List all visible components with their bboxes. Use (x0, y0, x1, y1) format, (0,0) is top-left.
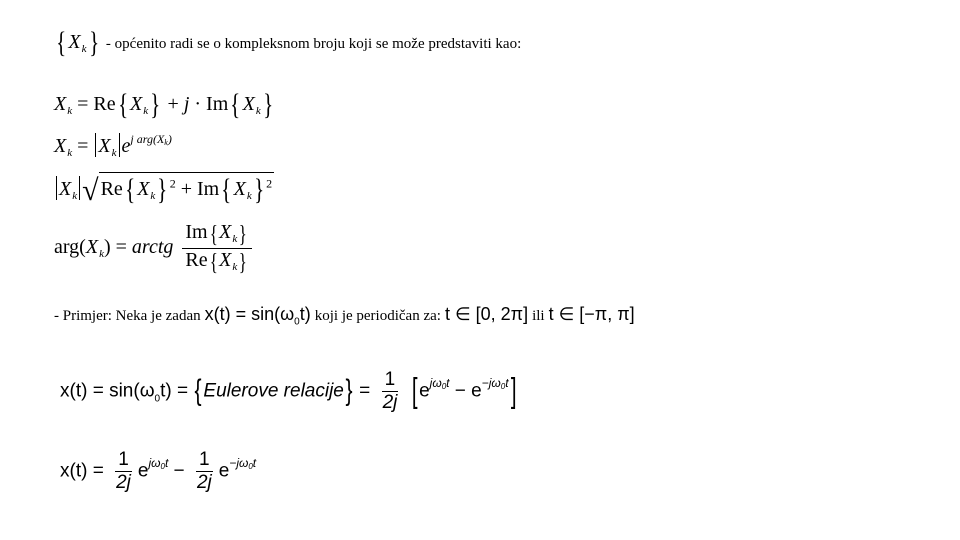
example-function: $x(t) = \sin(\omega_0t)$ (204, 304, 311, 328)
intro-line (54, 28, 521, 58)
example-interval-1: t ∈ [0, 2π] (444, 304, 529, 324)
example-mid: koji je periodičan za: (314, 308, 441, 324)
example-prefix: - Primjer: Neka je zadan (54, 308, 201, 324)
example-ili: ili (532, 308, 545, 324)
example-line (54, 304, 635, 328)
intro-symbol: { $X_k$} (56, 26, 99, 59)
equation-rectangular-form: $X_k = Re${ $X_k\} + j \cdot Im${ $X_k$} (54, 88, 274, 121)
equation-magnitude: $X_k$ √ Re{ $X_k$} $^2$ + Im{ $X_k$} $^2$ (54, 172, 274, 208)
equation-euler-expansion: $x(t) = \sin(\omega_0t)$ = {Eulerove relacije} = $\frac{1}{2j}$ $[e^{j\omega_0t} - e^{-j\omega_0t}]$ (60, 369, 517, 413)
intro-text: - općenito radi se o kompleksnom broju koji se može predstaviti kao: (105, 36, 522, 52)
equation-result: x(t) = $\frac{1}{2j}$ $e^{j\omega_0t}$ − $\frac{1}{2j}$ $e^{-j\omega_0t}$ (60, 449, 257, 493)
equation-argument: $arg(X_k)$ = arctg $\frac{Im\{X_k\}}{Re\{X_k\}}$ (54, 222, 256, 275)
equation-polar-form: $X_k = X_k$ $e^{j arg(X_k)}$ (54, 132, 172, 159)
example-interval-2: t ∈ [−π, π] (548, 304, 635, 324)
